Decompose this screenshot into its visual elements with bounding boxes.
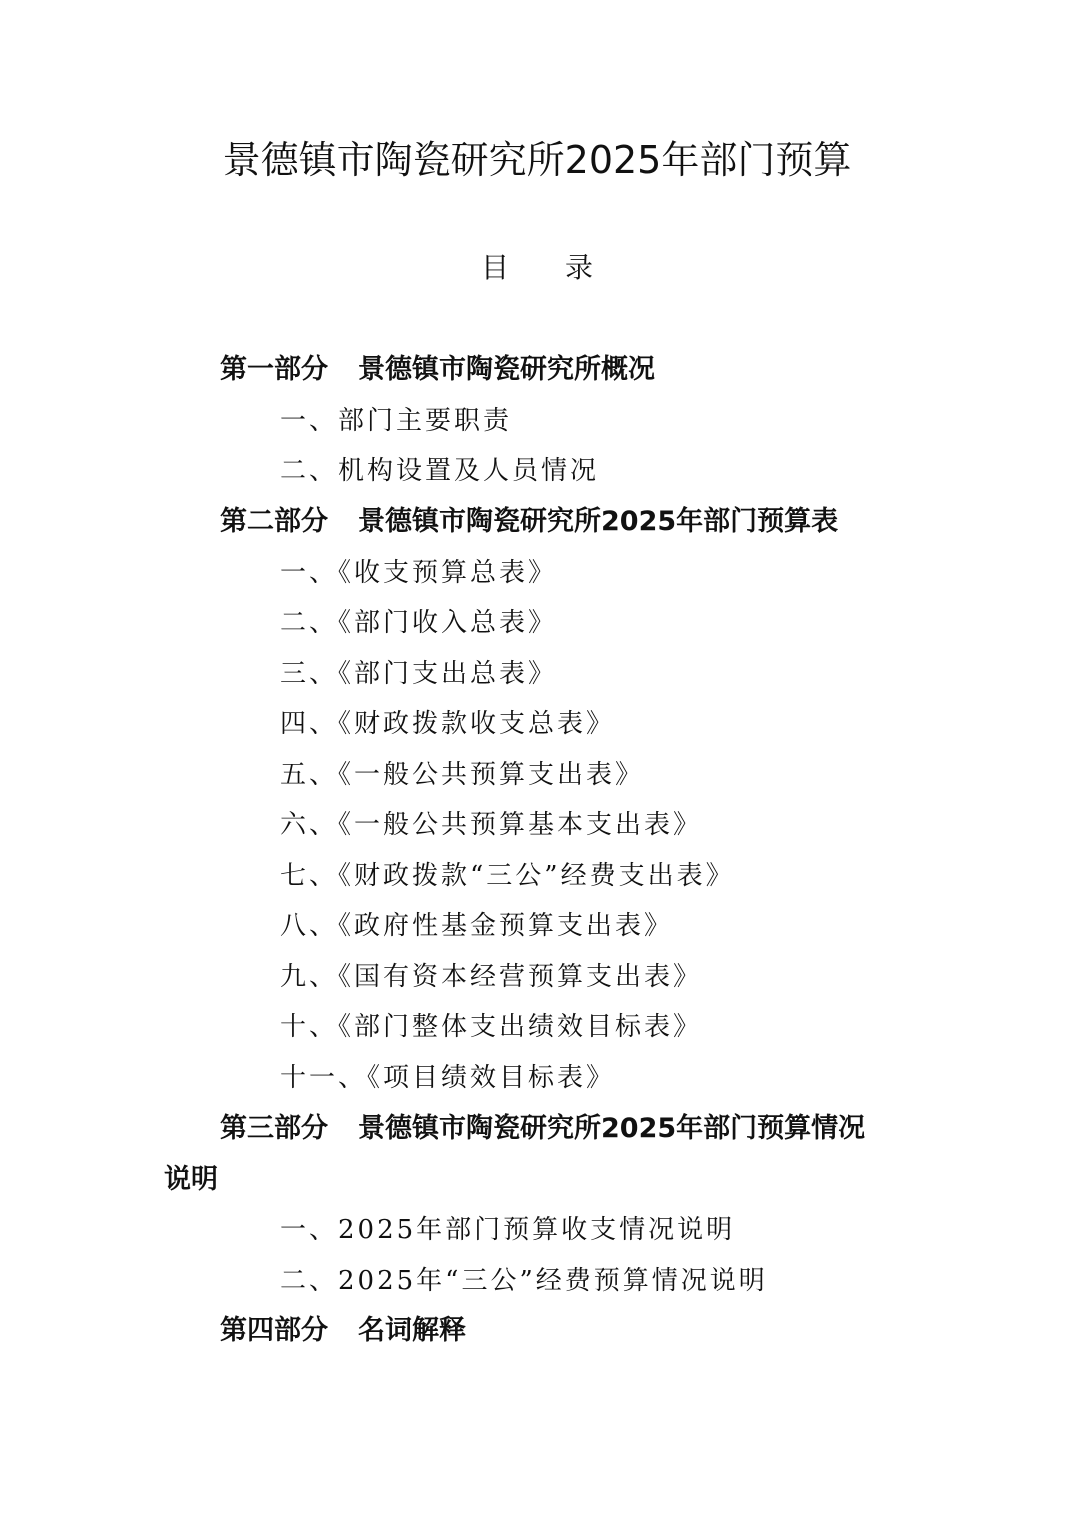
toc-item[interactable]: 八、《政府性基金预算支出表》 — [280, 911, 674, 941]
toc-item[interactable]: 二、《部门收入总表》 — [280, 608, 558, 638]
toc-item[interactable]: 十一、《项目绩效目标表》 — [280, 1063, 616, 1093]
part-title: 名词解释 — [358, 1315, 466, 1346]
toc-part-2[interactable] — [220, 502, 838, 542]
toc-item[interactable]: 六、《一般公共预算基本支出表》 — [280, 810, 703, 840]
toc-heading: 目录 — [480, 251, 649, 284]
toc-item[interactable]: 一、《收支预算总表》 — [280, 558, 558, 588]
toc-item[interactable]: 七、《财政拨款“三公”经费支出表》 — [280, 861, 735, 891]
toc-part-1[interactable] — [220, 350, 655, 390]
part-title-continuation[interactable]: 说明 — [164, 1164, 218, 1195]
toc-item[interactable]: 一、2025年部门预算收支情况说明 — [280, 1215, 736, 1245]
toc-item[interactable]: 四、《财政拨款收支总表》 — [280, 709, 616, 739]
part-label: 第三部分 — [220, 1113, 328, 1144]
part-title: 景德镇市陶瓷研究所概况 — [358, 354, 655, 385]
document-title: 景德镇市陶瓷研究所2025年部门预算 — [222, 138, 852, 182]
toc-item[interactable]: 五、《一般公共预算支出表》 — [280, 760, 645, 790]
toc-item[interactable]: 三、《部门支出总表》 — [280, 659, 558, 689]
toc-item[interactable]: 九、《国有资本经营预算支出表》 — [280, 962, 703, 992]
part-label: 第四部分 — [220, 1315, 328, 1346]
part-title: 景德镇市陶瓷研究所2025年部门预算情况 — [358, 1113, 866, 1144]
part-title: 景德镇市陶瓷研究所2025年部门预算表 — [358, 506, 839, 537]
toc-item[interactable]: 二、机构设置及人员情况 — [280, 456, 600, 486]
part-label: 第二部分 — [220, 506, 328, 537]
part-label: 第一部分 — [220, 354, 328, 385]
toc-item[interactable]: 二、2025年“三公”经费预算情况说明 — [280, 1266, 768, 1296]
toc-item[interactable]: 一、部门主要职责 — [280, 406, 513, 436]
toc-item[interactable]: 十、《部门整体支出绩效目标表》 — [280, 1012, 703, 1042]
toc-part-3[interactable] — [220, 1109, 865, 1149]
toc-part-4[interactable] — [220, 1311, 466, 1351]
